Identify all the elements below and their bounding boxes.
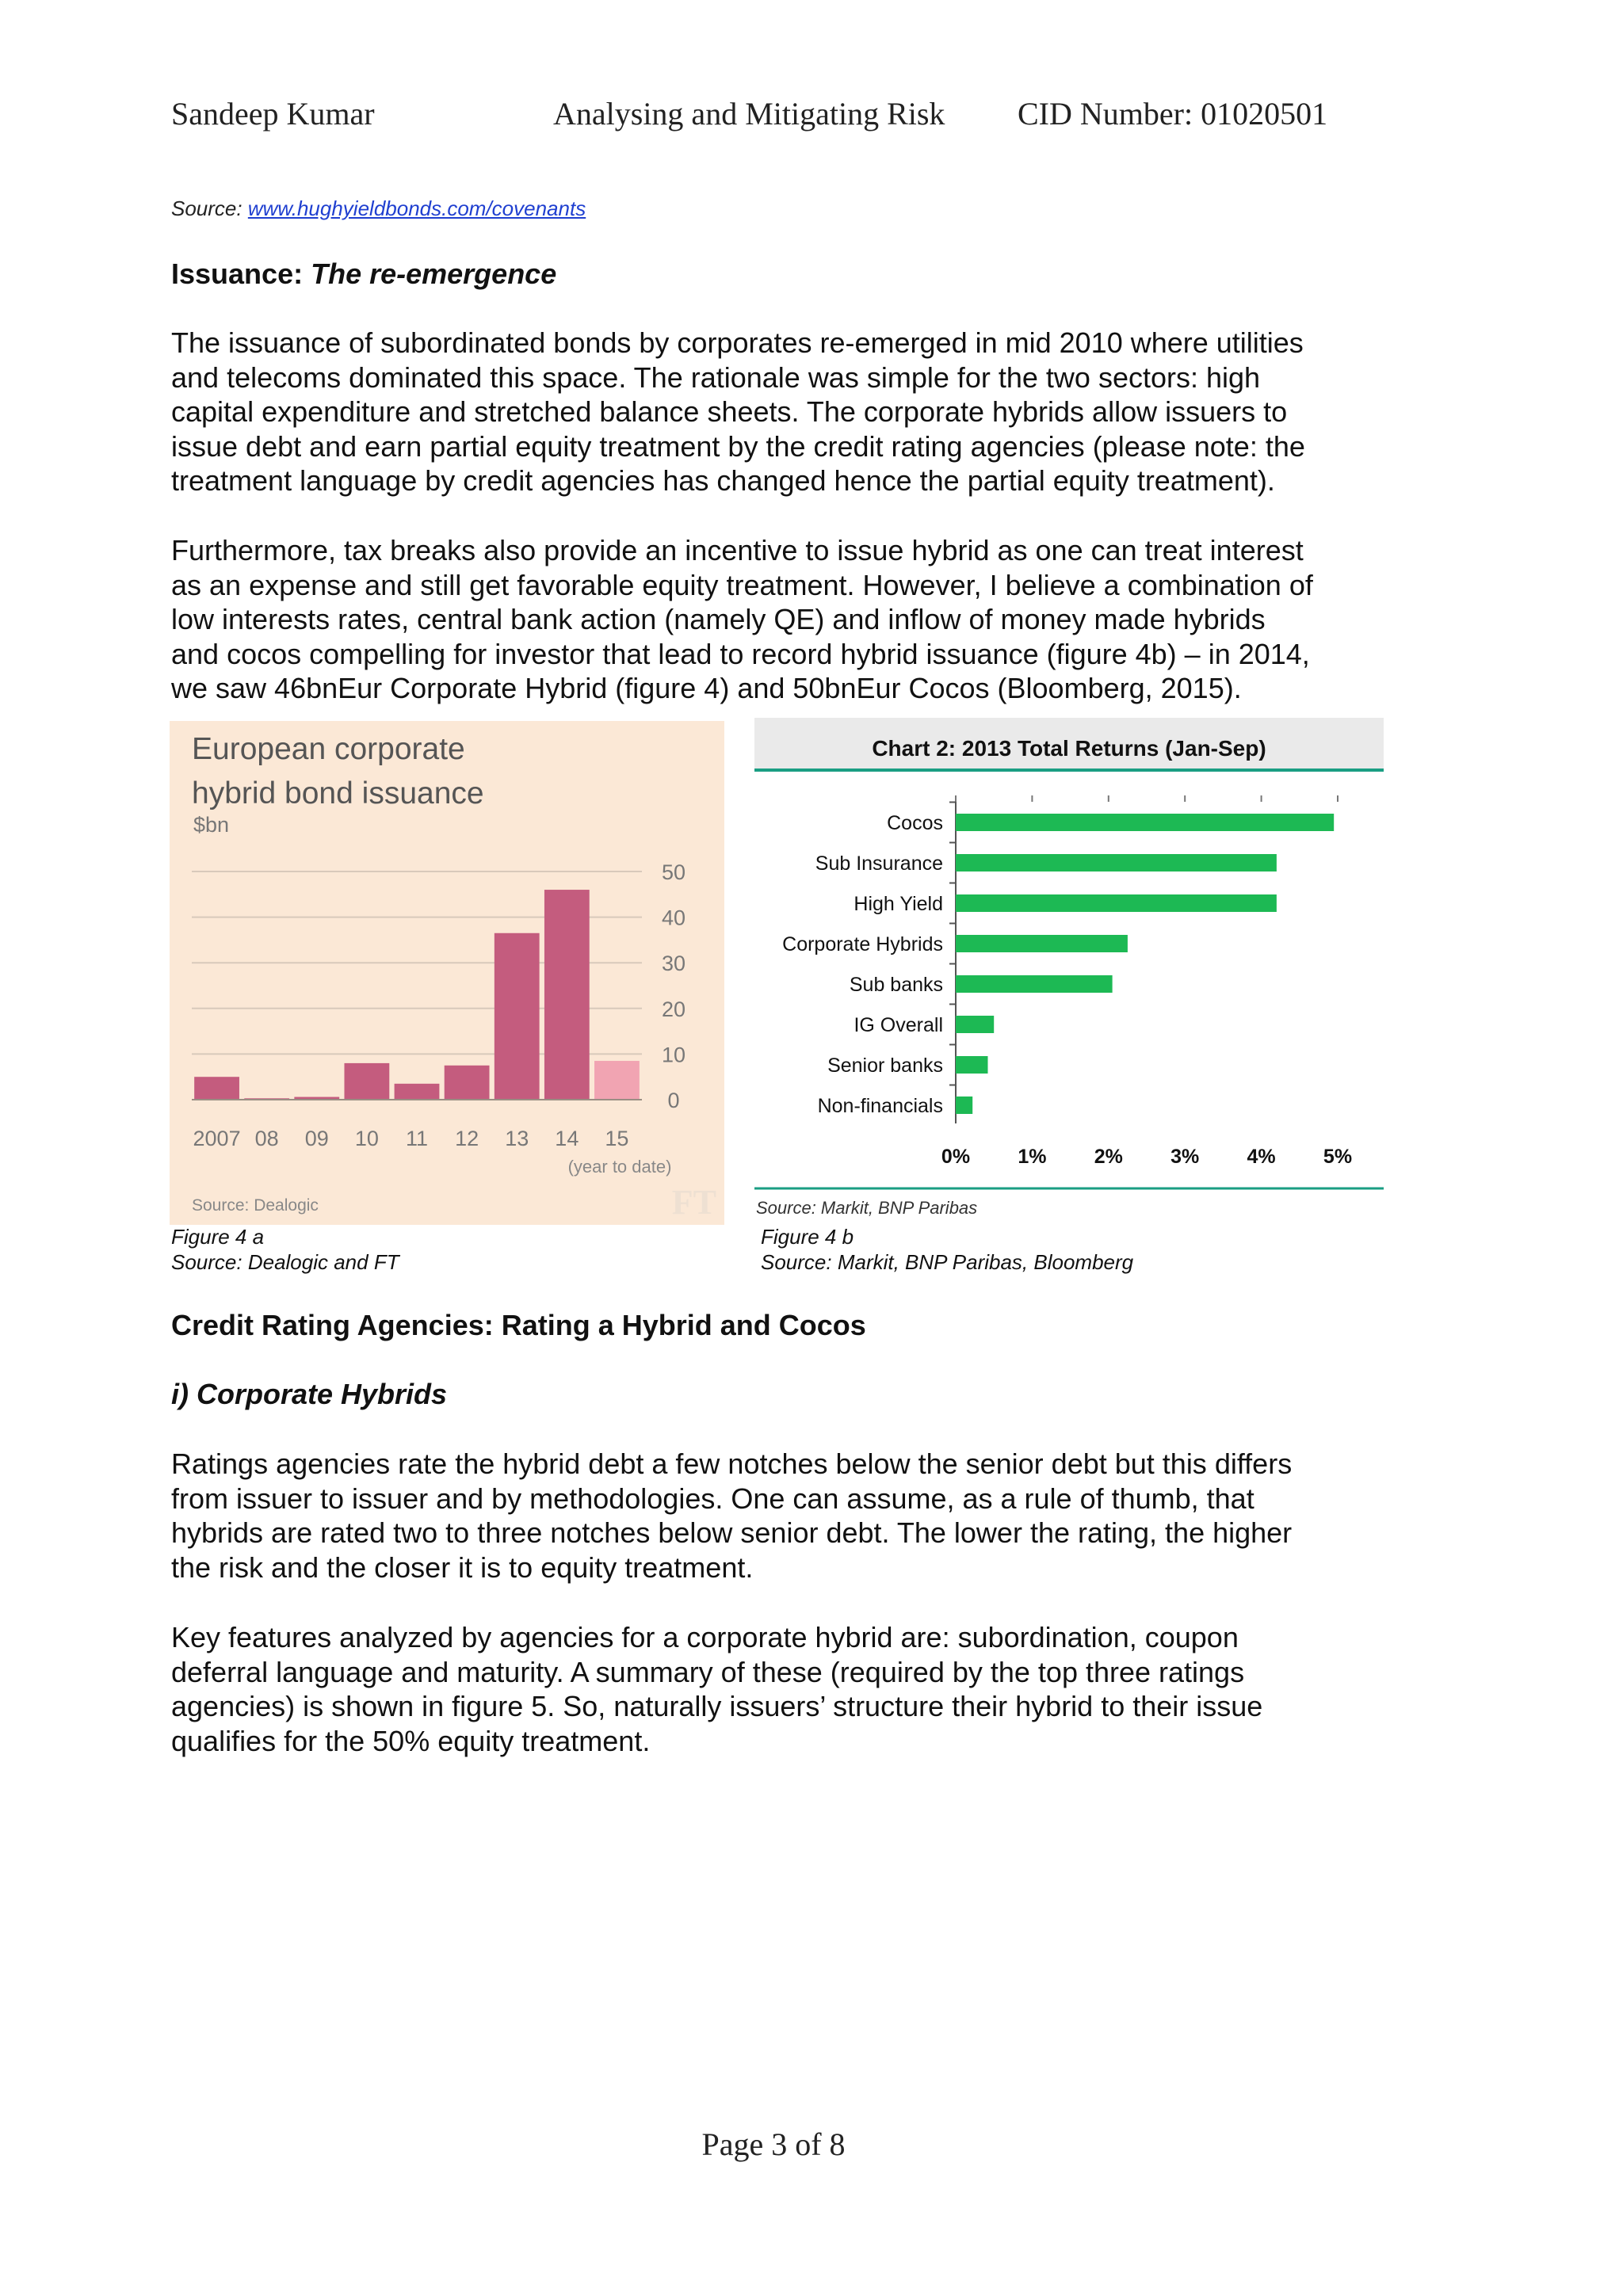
caption-line: Figure 4 a (171, 1225, 265, 1249)
text-line: Ratings agencies rate the hybrid debt a few notches below the senior debt but this differs (171, 1447, 1293, 1480)
x-tick-label: 09 (304, 1127, 329, 1150)
text-line: deferral language and maturity. A summary of these (required by the top three ratings (171, 1655, 1245, 1688)
source-label: Source: (171, 196, 242, 220)
y-tick-label: 50 (661, 860, 686, 884)
figure-4b-caption (761, 1224, 1133, 1275)
bar (956, 975, 1113, 993)
text-line: Key features analyzed by agencies for a corporate hybrid are: subordination, coupon (171, 1621, 1239, 1653)
text-line: capital expenditure and stretched balance sheets. The corporate hybrids allow issuers to (171, 395, 1288, 428)
text-line: issue debt and earn partial equity treatment by the credit rating agencies (please note: the (171, 429, 1305, 463)
caption-line: Figure 4 b (761, 1225, 854, 1249)
issuance-paragraph-1 (171, 326, 1407, 498)
bar (495, 933, 540, 1100)
figure-4b-chart (754, 718, 1384, 1225)
bar (956, 1016, 994, 1033)
credit-subheading-text: i) Corporate Hybrids (171, 1378, 448, 1410)
x-tick-label: 08 (254, 1127, 279, 1150)
issuance-heading-italic: The re-emergence (311, 257, 557, 290)
bar (956, 894, 1277, 912)
ft-logo: FT (671, 1183, 716, 1222)
page-header (171, 95, 1455, 143)
x-tick-label: 11 (405, 1127, 429, 1150)
bar (544, 890, 590, 1100)
text-line: as an expense and still get favorable equity treatment. However, I believe a combination of (171, 568, 1313, 601)
header-title: Analysing and Mitigating Risk (553, 96, 945, 132)
figure-4a-chart (170, 721, 724, 1225)
page-footer: Page 3 of 8 (701, 2126, 846, 2162)
y-tick-label: 40 (661, 906, 686, 930)
y-tick-label: 10 (661, 1043, 686, 1067)
bar (395, 1084, 440, 1100)
x-tick-label: 13 (505, 1127, 529, 1150)
category-label: High Yield (854, 893, 943, 915)
category-label: Senior banks (827, 1055, 943, 1077)
x-tick-label: 2007 (193, 1127, 241, 1150)
bar (344, 1063, 389, 1100)
x-tick-label: 2% (1094, 1146, 1123, 1168)
x-tick-label: 15 (605, 1127, 629, 1150)
x-tick-label: 3% (1170, 1146, 1200, 1168)
x-tick-label: 10 (354, 1127, 379, 1150)
text-line: and cocos compelling for investor that lead to record hybrid issuance (figure 4b) – in 2014, (171, 637, 1310, 670)
x-axis-note: (year to date) (567, 1157, 672, 1177)
fig4b-plot (754, 718, 1384, 1225)
credit-paragraph-1 (171, 1447, 1407, 1585)
text-line: hybrids are rated two to three notches below senior debt. The lower the rating, the higher (171, 1516, 1293, 1549)
figure-4a-caption (171, 1224, 399, 1275)
bar (594, 1061, 640, 1100)
source-link[interactable]: www.hughyieldbonds.com/covenants (247, 196, 586, 220)
text-line: from issuer to issuer and by methodologies. One can assume, as a rule of thumb, that (171, 1482, 1254, 1515)
x-tick-label: 12 (455, 1127, 479, 1150)
header-author: Sandeep Kumar (171, 96, 375, 132)
text-line: treatment language by credit agencies has changed hence the partial equity treatment). (171, 464, 1275, 497)
y-tick-label: 0 (667, 1089, 680, 1112)
fig4a-title-line: European corporate (192, 732, 465, 766)
bar (956, 935, 1128, 952)
x-tick-label: 5% (1323, 1146, 1353, 1168)
fig4a-title-line: hybrid bond issuance (192, 776, 484, 810)
bar (956, 814, 1334, 831)
category-label: Non-financials (817, 1095, 943, 1117)
category-label: Sub banks (849, 974, 943, 996)
bar (194, 1077, 239, 1100)
text-line: The issuance of subordinated bonds by corporates re-emerged in mid 2010 where utilities (171, 326, 1304, 359)
bar (956, 1056, 987, 1074)
bar (956, 1097, 972, 1114)
credit-paragraph-2 (171, 1620, 1407, 1758)
x-tick-label: 14 (555, 1127, 579, 1150)
x-tick-label: 1% (1018, 1146, 1047, 1168)
text-line: Furthermore, tax breaks also provide an incentive to issue hybrid as one can treat interest (171, 534, 1304, 566)
x-tick-label: 4% (1247, 1146, 1276, 1168)
caption-line: Source: Dealogic and FT (171, 1250, 399, 1274)
caption-line: Source: Markit, BNP Paribas, Bloomberg (761, 1250, 1134, 1274)
issuance-paragraph-2 (171, 533, 1407, 706)
category-label: IG Overall (854, 1014, 943, 1036)
text-line: the risk and the closer it is to equity treatment. (171, 1550, 754, 1584)
source-line (171, 196, 586, 221)
x-tick-label: 0% (941, 1146, 971, 1168)
text-line: and telecoms dominated this space. The rationale was simple for the two sectors: high (171, 360, 1261, 394)
fig4a-source: Source: Dealogic (192, 1196, 319, 1215)
category-label: Corporate Hybrids (782, 933, 943, 955)
issuance-heading (171, 257, 556, 291)
fig4a-unit: $bn (193, 813, 230, 837)
bar (445, 1066, 490, 1100)
header-cid: CID Number: 01020501 (1018, 96, 1328, 132)
text-line: qualifies for the 50% equity treatment. (171, 1724, 651, 1757)
credit-heading: Credit Rating Agencies: Rating a Hybrid and Cocos (171, 1309, 866, 1341)
bar (956, 854, 1277, 871)
chart-title: Chart 2: 2013 Total Returns (Jan-Sep) (872, 736, 1266, 761)
credit-subheading (171, 1378, 447, 1411)
text-line: we saw 46bnEur Corporate Hybrid (figure 4) and 50bnEur Cocos (Bloomberg, 2015). (171, 672, 1242, 704)
text-line: agencies) is shown in figure 5. So, naturally issuers’ structure their hybrid to their issue (171, 1690, 1263, 1722)
y-tick-label: 30 (661, 952, 686, 976)
y-tick-label: 20 (661, 997, 686, 1021)
text-line: low interests rates, central bank action (namely QE) and inflow of money made hybrids (171, 603, 1266, 635)
category-label: Cocos (887, 812, 943, 834)
fig4a-plot (170, 721, 724, 1225)
chart-source: Source: Markit, BNP Paribas (756, 1198, 978, 1218)
category-label: Sub Insurance (815, 852, 943, 875)
issuance-heading-bold: Issuance: (171, 257, 304, 290)
